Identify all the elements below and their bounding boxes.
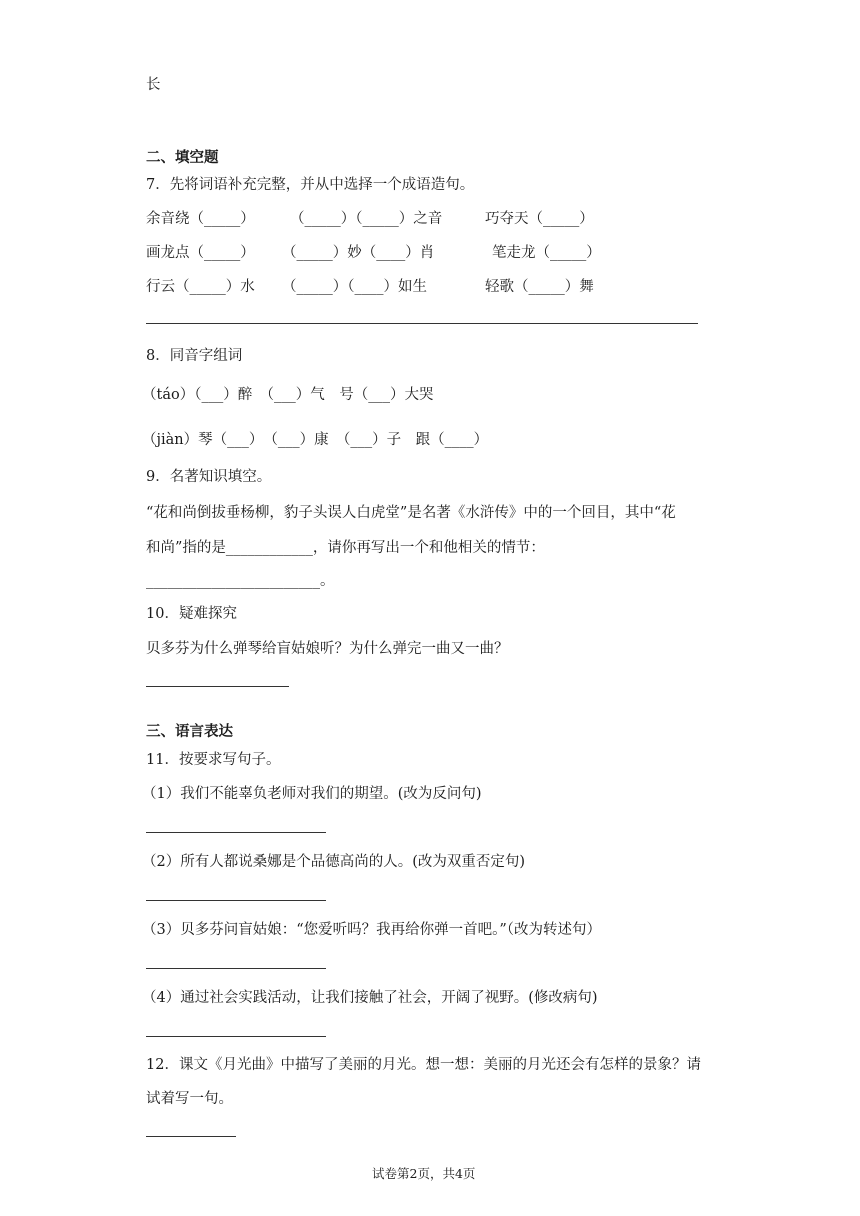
q8-line-1: （táo）（___）醉 （___）气 号（___）大哭	[142, 387, 434, 403]
q11-item-2: （2）所有人都说桑娜是个品德高尚的人。(改为双重否定句)	[142, 854, 526, 870]
q9-line-2: 和尚”指的是____________，请你再写出一个和他相关的情节：	[146, 540, 545, 556]
question-10-prompt: 10．疑难探究	[146, 606, 237, 622]
question-7-prompt: 7．先将词语补充完整，并从中选择一个成语造句。	[146, 177, 475, 193]
q12-line-1: 12．课文《月光曲》中描写了美丽的月光。想一想：美丽的月光还会有怎样的景象？请	[146, 1057, 701, 1073]
question-9-prompt: 9．名著知识填空。	[146, 469, 272, 485]
section-heading-fill-blank: 二、填空题	[146, 149, 219, 166]
q7-answer-line	[146, 323, 698, 324]
q7-row1-col2: （_____）（_____）之音	[290, 211, 443, 227]
q11-item-2-answer-line	[146, 900, 326, 901]
q7-row3-col1: 行云（_____）水	[146, 279, 255, 295]
q11-item-3-answer-line	[146, 968, 326, 969]
q7-row2-col3: 笔走龙（_____）	[492, 245, 601, 261]
q9-line-1: “花和尚倒拔垂杨柳，豹子头误人白虎堂”是名著《水浒传》中的一个回目，其中“花	[146, 505, 676, 521]
q12-line-2: 试着写一句。	[146, 1091, 233, 1107]
q11-item-4: （4）通过社会实践活动，让我们接触了社会，开阔了视野。(修改病句)	[142, 990, 598, 1006]
q7-row3-col3: 轻歌（_____）舞	[485, 279, 594, 295]
q7-row2-col2: （_____）妙（____）肖	[282, 245, 435, 261]
continued-text: 长	[146, 77, 161, 93]
q10-answer-line	[146, 686, 289, 687]
q11-item-1-answer-line	[146, 832, 326, 833]
q11-item-3: （3）贝多芬问盲姑娘：“您爱听吗？我再给你弹一首吧。”（改为转述句）	[142, 922, 602, 938]
q9-line-3: ________________________。	[146, 573, 335, 589]
section-heading-language-expression: 三、语言表达	[146, 723, 233, 740]
q11-item-4-answer-line	[146, 1036, 326, 1037]
q7-row2-col1: 画龙点（_____）	[146, 245, 255, 261]
q10-question: 贝多芬为什么弹琴给盲姑娘听？为什么弹完一曲又一曲？	[146, 641, 509, 657]
q7-row1-col1: 余音绕（_____）	[146, 211, 255, 227]
q12-answer-line	[146, 1136, 236, 1137]
question-8-prompt: 8．同音字组词	[146, 348, 243, 364]
q7-row1-col3: 巧夺天（_____）	[485, 211, 594, 227]
page-footer: 试卷第2页，共4页	[372, 1166, 476, 1181]
q11-item-1: （1）我们不能辜负老师对我们的期望。(改为反问句)	[142, 786, 482, 802]
q8-line-2: （jiàn）琴（___） （___）康 （___）子 跟（____）	[142, 432, 489, 448]
q7-row3-col2: （_____）（____）如生	[282, 279, 427, 295]
question-11-prompt: 11．按要求写句子。	[146, 752, 281, 768]
